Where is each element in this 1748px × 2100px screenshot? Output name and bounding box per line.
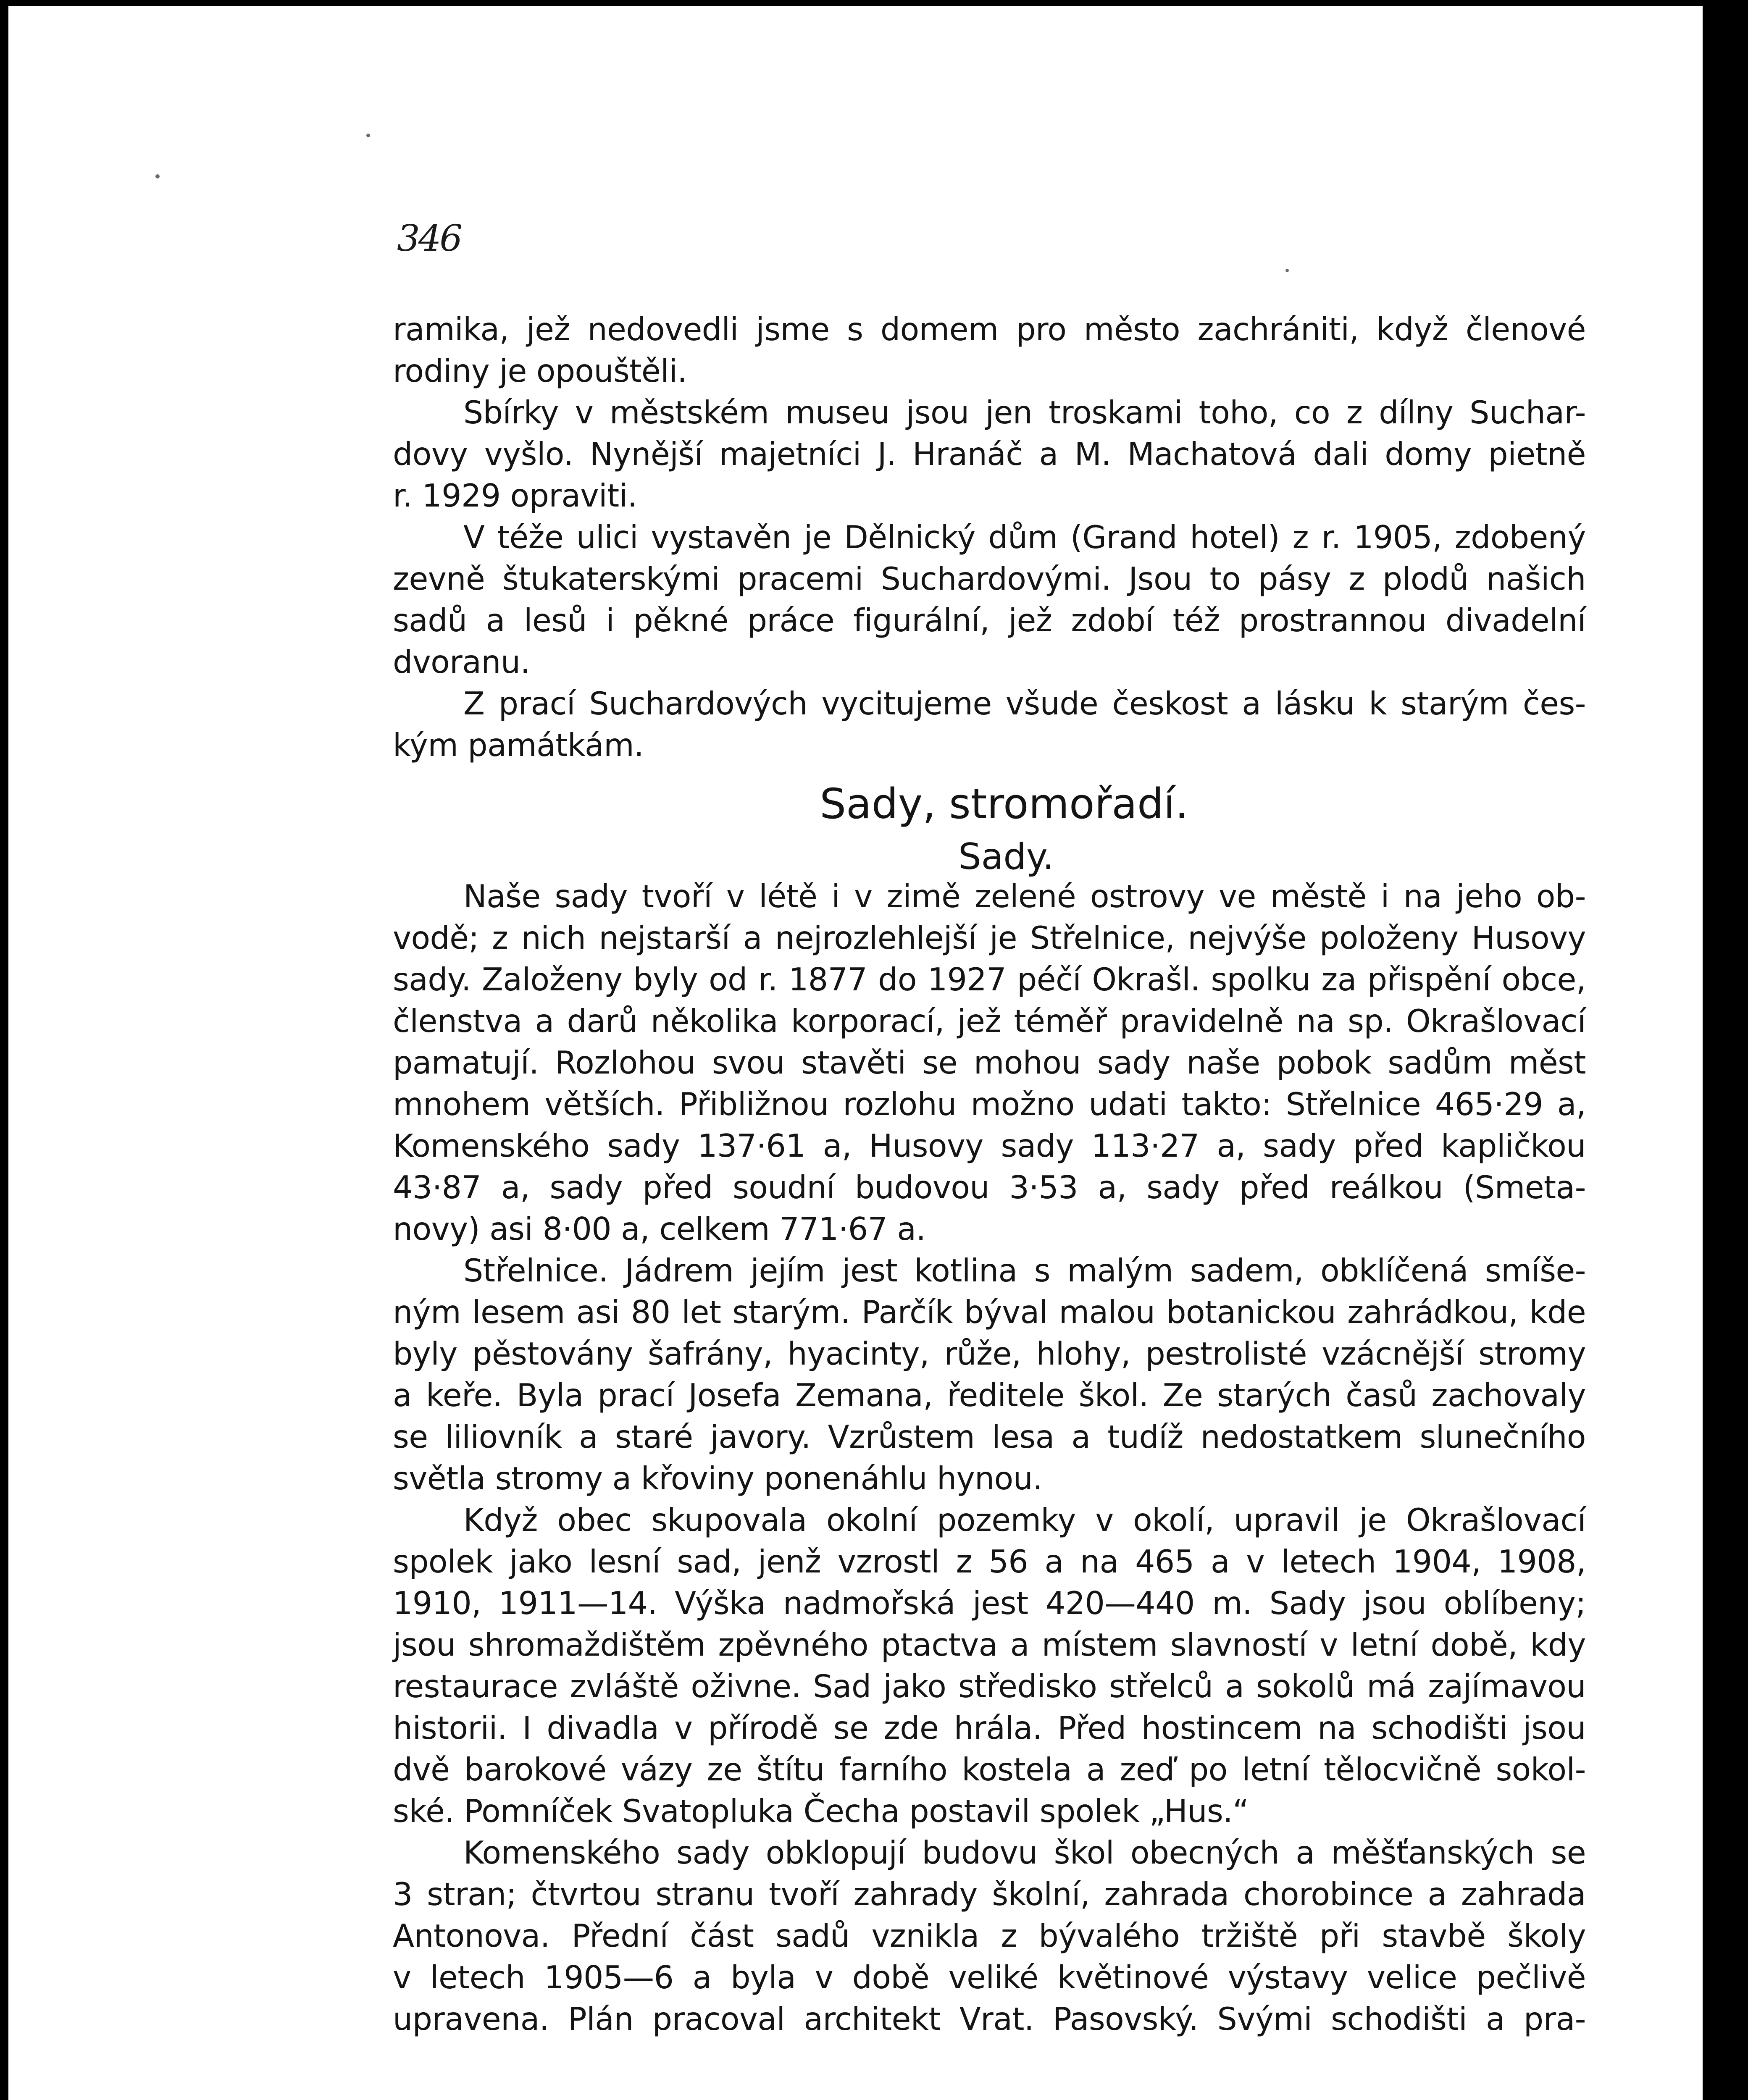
scan-speck bbox=[155, 174, 160, 178]
scan-border-left bbox=[0, 0, 8, 2100]
text-line: 43·87 a, sady před soudní budovou 3·53 a, sady před reálkou (Smeta- bbox=[393, 1169, 1586, 1206]
page-number: 346 bbox=[397, 218, 461, 260]
text-line: dovy vyšlo. Nynější majetníci J. Hranáč a M. Machatová dali domy pietně bbox=[393, 436, 1586, 472]
text-line: Sbírky v městském museu jsou jen troskami toho, co z dílny Suchar- bbox=[463, 394, 1586, 431]
text-line: historii. I divadla v přírodě se zde hrála. Před hostincem na schodišti jsou bbox=[393, 1710, 1586, 1746]
text-line: 1910, 1911—14. Výška nadmořská jest 420—440 m. Sady jsou oblíbeny; bbox=[393, 1585, 1586, 1622]
scan-speck bbox=[1285, 269, 1289, 272]
text-line: V téže ulici vystavěn je Dělnický dům (Grand hotel) z r. 1905, zdobený bbox=[463, 519, 1586, 556]
text-line: r. 1929 opraviti. bbox=[393, 478, 637, 514]
text-line: vodě; z nich nejstarší a nejrozlehlejší je Střelnice, nejvýše položeny Husovy bbox=[393, 920, 1586, 956]
sady-paragraphs bbox=[393, 876, 1586, 2040]
text-line: 3 stran; čtvrtou stranu tvoří zahrady školní, zahrada chorobince a zahrada bbox=[393, 1876, 1586, 1913]
text-line: pamatují. Rozlohou svou stavěti se mohou sady naše pobok sadům měst bbox=[393, 1045, 1586, 1081]
text-line: rodiny je opouštěli. bbox=[393, 353, 687, 389]
text-line: Z prací Suchardových vycitujeme všude českost a lásku k starým čes- bbox=[463, 685, 1586, 722]
section-heading: Sady, stromořadí. bbox=[820, 780, 1188, 828]
text-line: Naše sady tvoří v létě i v zimě zelené ostrovy ve městě i na jeho ob- bbox=[463, 878, 1586, 915]
text-line: ným lesem asi 80 let starým. Parčík býval malou botanickou zahrádkou, kde bbox=[393, 1294, 1586, 1331]
text-line: dvoranu. bbox=[393, 644, 530, 680]
text-line: Komenského sady obklopují budovu škol obecných a měšťanských se bbox=[463, 1835, 1586, 1871]
text-line: ské. Pomníček Svatopluka Čecha postavil spolek „Hus.“ bbox=[393, 1793, 1249, 1830]
text-line: členstva a darů několika korporací, jež téměř pravidelně na sp. Okrašlovací bbox=[393, 1003, 1586, 1040]
text-line: Střelnice. Jádrem jejím jest kotlina s malým sadem, obklíčená smíše- bbox=[463, 1252, 1586, 1289]
text-line: Antonova. Přední část sadů vznikla z bývalého tržiště při stavbě školy bbox=[393, 1918, 1586, 1954]
text-line: Komenského sady 137·61 a, Husovy sady 113·27 a, sady před kapličkou bbox=[393, 1128, 1586, 1164]
text-line: jsou shromaždištěm zpěvného ptactva a místem slavností v letní době, kdy bbox=[393, 1627, 1586, 1663]
text-line: Když obec skupovala okolní pozemky v okolí, upravil je Okrašlovací bbox=[463, 1502, 1586, 1538]
intro-paragraphs bbox=[393, 309, 1586, 766]
text-line: restaurace zvláště oživne. Sad jako středisko střelců a sokolů má zajímavou bbox=[393, 1668, 1586, 1705]
text-line: v letech 1905—6 a byla v době veliké květinové výstavy velice pečlivě bbox=[393, 1959, 1586, 1996]
text-line: spolek jako lesní sad, jenž vzrostl z 56 a na 465 a v letech 1904, 1908, bbox=[393, 1544, 1586, 1580]
text-line: sadů a lesů i pěkné práce figurální, jež zdobí též prostrannou divadelní bbox=[393, 602, 1586, 639]
text-line: kým památkám. bbox=[393, 727, 644, 764]
text-line: byly pěstovány šafrány, hyacinty, růže, hlohy, pestrolisté vzácnější stromy bbox=[393, 1336, 1586, 1372]
text-line: zevně štukaterskými pracemi Suchardovými. Jsou to pásy z plodů našich bbox=[393, 561, 1586, 597]
scan-border-top bbox=[0, 0, 1748, 6]
text-line: světla stromy a křoviny ponenáhlu hynou. bbox=[393, 1460, 1043, 1497]
text-line: dvě barokové vázy ze štítu farního kostela a zeď po letní tělocvičně sokol- bbox=[393, 1751, 1586, 1788]
scan-speck bbox=[366, 134, 370, 137]
text-line: sady. Založeny byly od r. 1877 do 1927 péčí Okrašl. spolku za přispění obce, bbox=[393, 961, 1586, 998]
text-line: a keře. Byla prací Josefa Zemana, ředitele škol. Ze starých časů zachovaly bbox=[393, 1377, 1586, 1414]
text-line: mnohem větších. Přibližnou rozlohu možno udati takto: Střelnice 465·29 a, bbox=[393, 1086, 1586, 1123]
scan-border-right bbox=[1703, 0, 1748, 2100]
text-line: ramika, jež nedovedli jsme s domem pro město zachrániti, když členové bbox=[393, 311, 1586, 348]
subsection-heading: Sady. bbox=[958, 836, 1054, 878]
text-line: novy) asi 8·00 a, celkem 771·67 a. bbox=[393, 1211, 926, 1247]
text-line: upravena. Plán pracoval architekt Vrat. Pasovský. Svými schodišti a pra- bbox=[393, 2001, 1586, 2037]
text-line: se liliovník a staré javory. Vzrůstem lesa a tudíž nedostatkem slunečního bbox=[393, 1419, 1586, 1455]
